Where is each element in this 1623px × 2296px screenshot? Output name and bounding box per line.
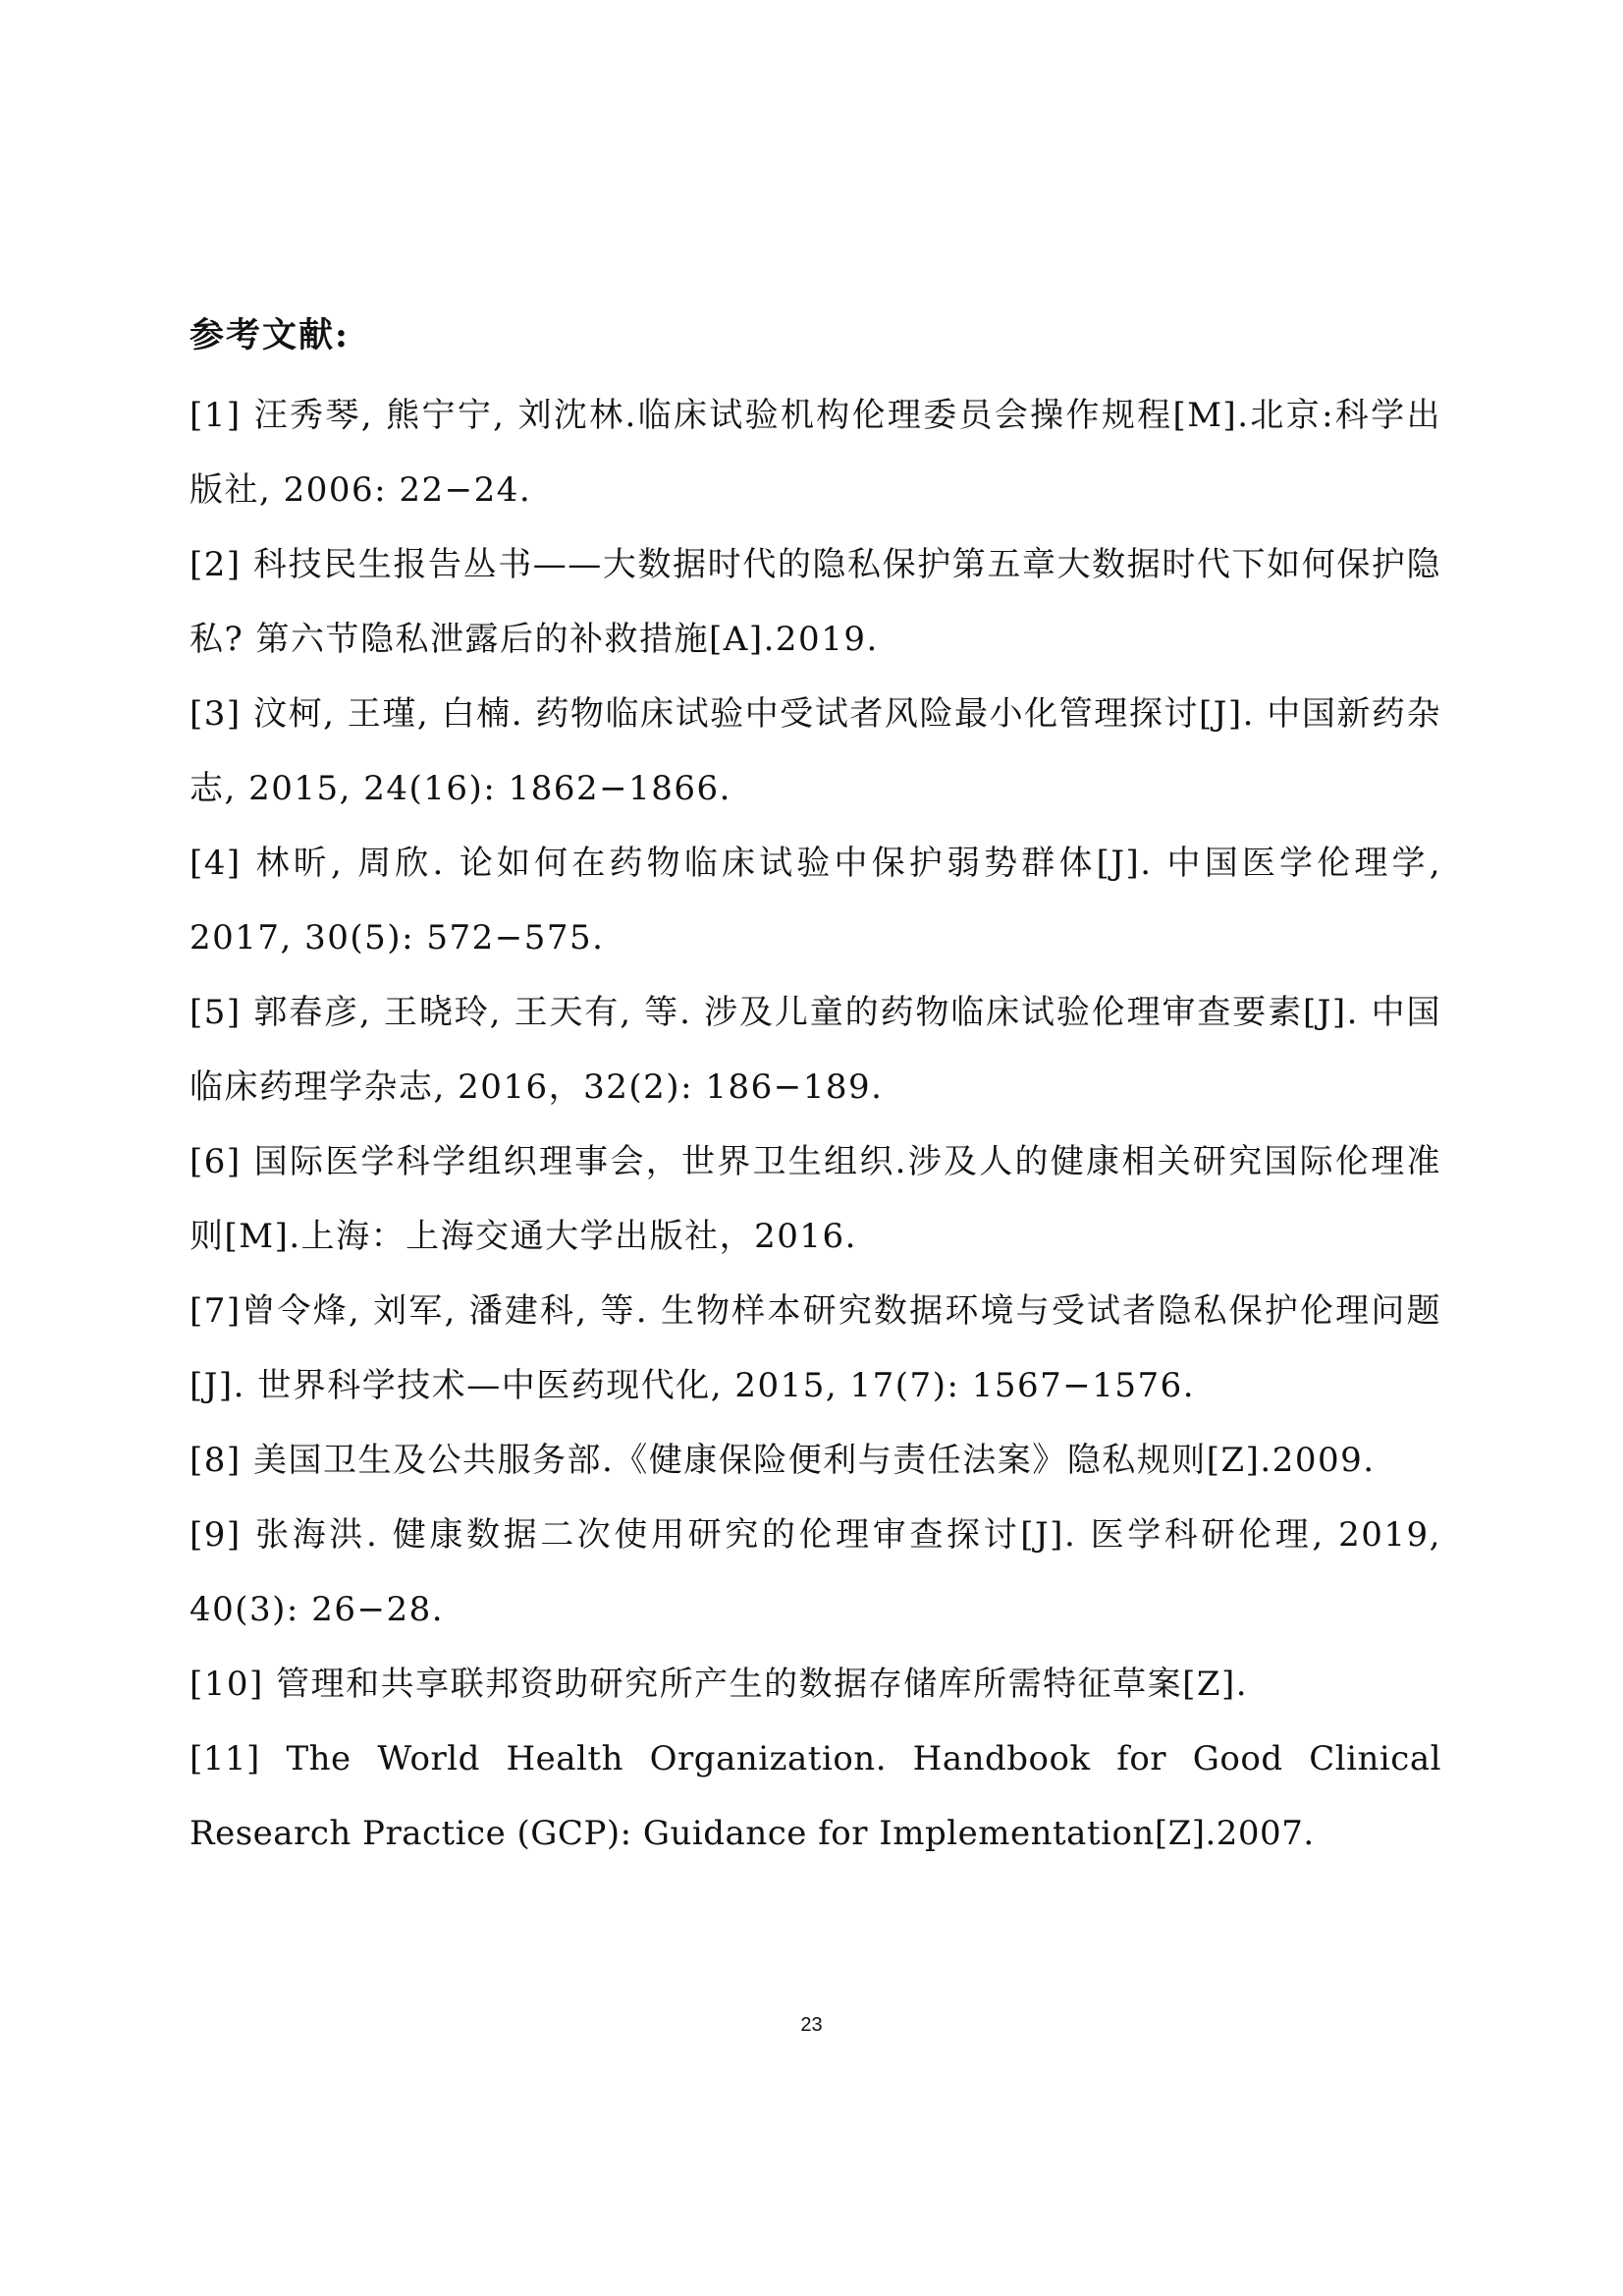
reference-item-2: [2] 科技民生报告丛书——大数据时代的隐私保护第五章大数据时代下如何保护隐私? 第六节隐私泄露后的补救措施[A].2019. [189,545,1441,659]
reference-item-4: [4] 林昕, 周欣. 论如何在药物临床试验中保护弱势群体[J]. 中国医学伦理学, 2017, 30(5): 572−575. [189,844,1441,957]
references-heading: 参考文献: [189,315,350,355]
reference-item-9: [9] 张海洪. 健康数据二次使用研究的伦理审查探讨[J]. 医学科研伦理, 2019, 40(3): 26−28. [189,1515,1441,1629]
reference-item-6: [6] 国际医学科学组织理事会，世界卫生组织.涉及人的健康相关研究国际伦理准则[M].上海：上海交通大学出版社，2016. [189,1142,1441,1256]
reference-item-1: [1] 汪秀琴, 熊宁宁, 刘沈林.临床试验机构伦理委员会操作规程[M].北京:科学出版社, 2006: 22−24. [189,396,1441,510]
reference-item-3: [3] 汶柯, 王瑾, 白楠. 药物临床试验中受试者风险最小化管理探讨[J]. 中国新药杂志, 2015, 24(16): 1862−1866. [189,694,1441,808]
reference-item-11: [11] The World Health Organization. Handbook for Good Clinical Research Practice (GCP): Guidance for Implementation[Z].2007. [189,1739,1441,1853]
reference-item-8: [8] 美国卫生及公共服务部.《健康保险便利与责任法案》隐私规则[Z].2009. [189,1441,1376,1480]
reference-item-5: [5] 郭春彦, 王晓玲, 王天有, 等. 涉及儿童的药物临床试验伦理审查要素[J]. 中国临床药理学杂志, 2016，32(2): 186−189. [189,993,1441,1107]
reference-item-7: [7]曾令烽, 刘军, 潘建科, 等. 生物样本研究数据环境与受试者隐私保护伦理问题[J]. 世界科学技术—中医药现代化, 2015, 17(7): 1567−1576. [189,1291,1441,1405]
reference-item-10: [10] 管理和共享联邦资助研究所产生的数据存储库所需特征草案[Z]. [189,1665,1249,1704]
page-number: 23 [800,2014,823,2036]
reference-list [189,378,1441,1871]
